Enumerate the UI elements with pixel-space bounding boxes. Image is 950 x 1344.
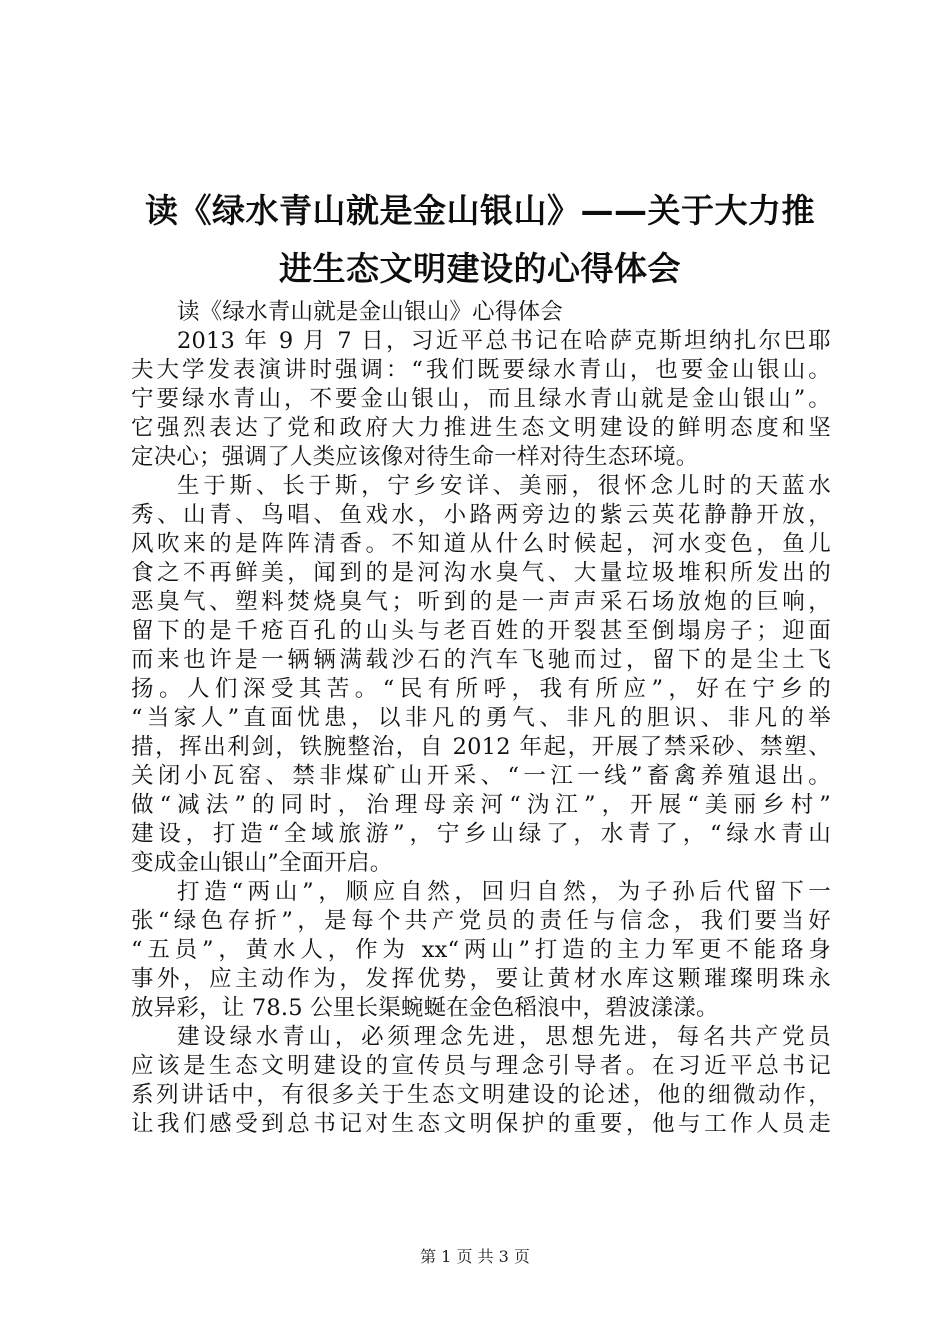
text-line: 而来也许是一辆辆满载沙石的汽车飞驰而过，留下的是尘土飞 bbox=[131, 647, 831, 673]
text-line: 秀、山青、鸟唱、鱼戏水，小路两旁边的紫云英花静静开放， bbox=[131, 502, 831, 528]
text-line: 2013 年 9 月 7 日，习近平总书记在哈萨克斯坦纳扎尔巴耶 bbox=[177, 328, 831, 354]
text-line: 建设绿水青山，必须理念先进，思想先进，每名共产党员 bbox=[177, 1024, 831, 1050]
text-line: 让我们感受到总书记对生态文明保护的重要，他与工作人员走 bbox=[131, 1111, 831, 1137]
text-line: 措，挥出利剑，铁腕整治，自 2012 年起，开展了禁采砂、禁塑、 bbox=[131, 734, 831, 760]
text-line: 留下的是千疮百孔的山头与老百姓的开裂甚至倒塌房子；迎面 bbox=[131, 618, 831, 644]
text-line: 扬。人们深受其苦。“民有所呼，我有所应”，好在宁乡的 bbox=[131, 676, 831, 702]
text-line: 关闭小瓦窑、禁非煤矿山开采、“一江一线”畜禽养殖退出。 bbox=[131, 763, 831, 789]
text-line: 打造“两山”，顺应自然，回归自然，为子孙后代留下一 bbox=[177, 879, 831, 905]
text-line: 定决心；强调了人类应该像对待生命一样对待生态环境。 bbox=[131, 444, 699, 470]
text-line: 食之不再鲜美，闻到的是河沟水臭气、大量垃圾堆积所发出的 bbox=[131, 560, 831, 586]
document-body bbox=[131, 298, 831, 1139]
text-line: 风吹来的是阵阵清香。不知道从什么时候起，河水变色，鱼儿 bbox=[131, 531, 831, 557]
text-line: 它强烈表达了党和政府大力推进生态文明建设的鲜明态度和坚 bbox=[131, 415, 831, 441]
text-line: 系列讲话中，有很多关于生态文明建设的论述，他的细微动作， bbox=[131, 1082, 831, 1108]
text-line: 放异彩，让 78.5 公里长渠蜿蜒在金色稻浪中，碧波漾漾。 bbox=[131, 995, 719, 1021]
text-line: 宁要绿水青山，不要金山银山，而且绿水青山就是金山银山”。 bbox=[131, 386, 831, 412]
title-line-2: 进生态文明建设的心得体会 bbox=[279, 249, 681, 288]
text-line: 建设，打造“全域旅游”，宁乡山绿了，水青了，“绿水青山 bbox=[131, 821, 831, 847]
text-line: 读《绿水青山就是金山银山》心得体会 bbox=[177, 299, 563, 325]
text-line: “当家人”直面忧患，以非凡的勇气、非凡的胆识、非凡的举 bbox=[131, 705, 831, 731]
text-line: 生于斯、长于斯，宁乡安详、美丽，很怀念儿时的天蓝水 bbox=[177, 473, 831, 499]
title-line-1: 读《绿水青山就是金山银山》——关于大力推 bbox=[145, 191, 815, 230]
text-line: 事外，应主动作为，发挥优势，要让黄材水库这颗璀璨明珠永 bbox=[131, 966, 831, 992]
document-title bbox=[120, 182, 840, 298]
text-line: “五员”，黄水人，作为 xx“两山”打造的主力军更不能珞身 bbox=[131, 937, 831, 963]
text-line: 应该是生态文明建设的宣传员与理念引导者。在习近平总书记 bbox=[131, 1053, 831, 1079]
text-line: 变成金山银山”全面开启。 bbox=[131, 850, 393, 876]
text-line: 夫大学发表演讲时强调：“我们既要绿水青山，也要金山银山。 bbox=[131, 357, 831, 383]
text-line: 张“绿色存折”，是每个共产党员的责任与信念，我们要当好 bbox=[131, 908, 831, 934]
text-line: 恶臭气、塑料焚烧臭气；听到的是一声声采石场放炮的巨响， bbox=[131, 589, 831, 615]
text-line: 做“减法”的同时，治理母亲河“沩江”，开展“美丽乡村” bbox=[131, 792, 831, 818]
page-footer: 第 1 页 共 3 页 bbox=[420, 1247, 530, 1266]
